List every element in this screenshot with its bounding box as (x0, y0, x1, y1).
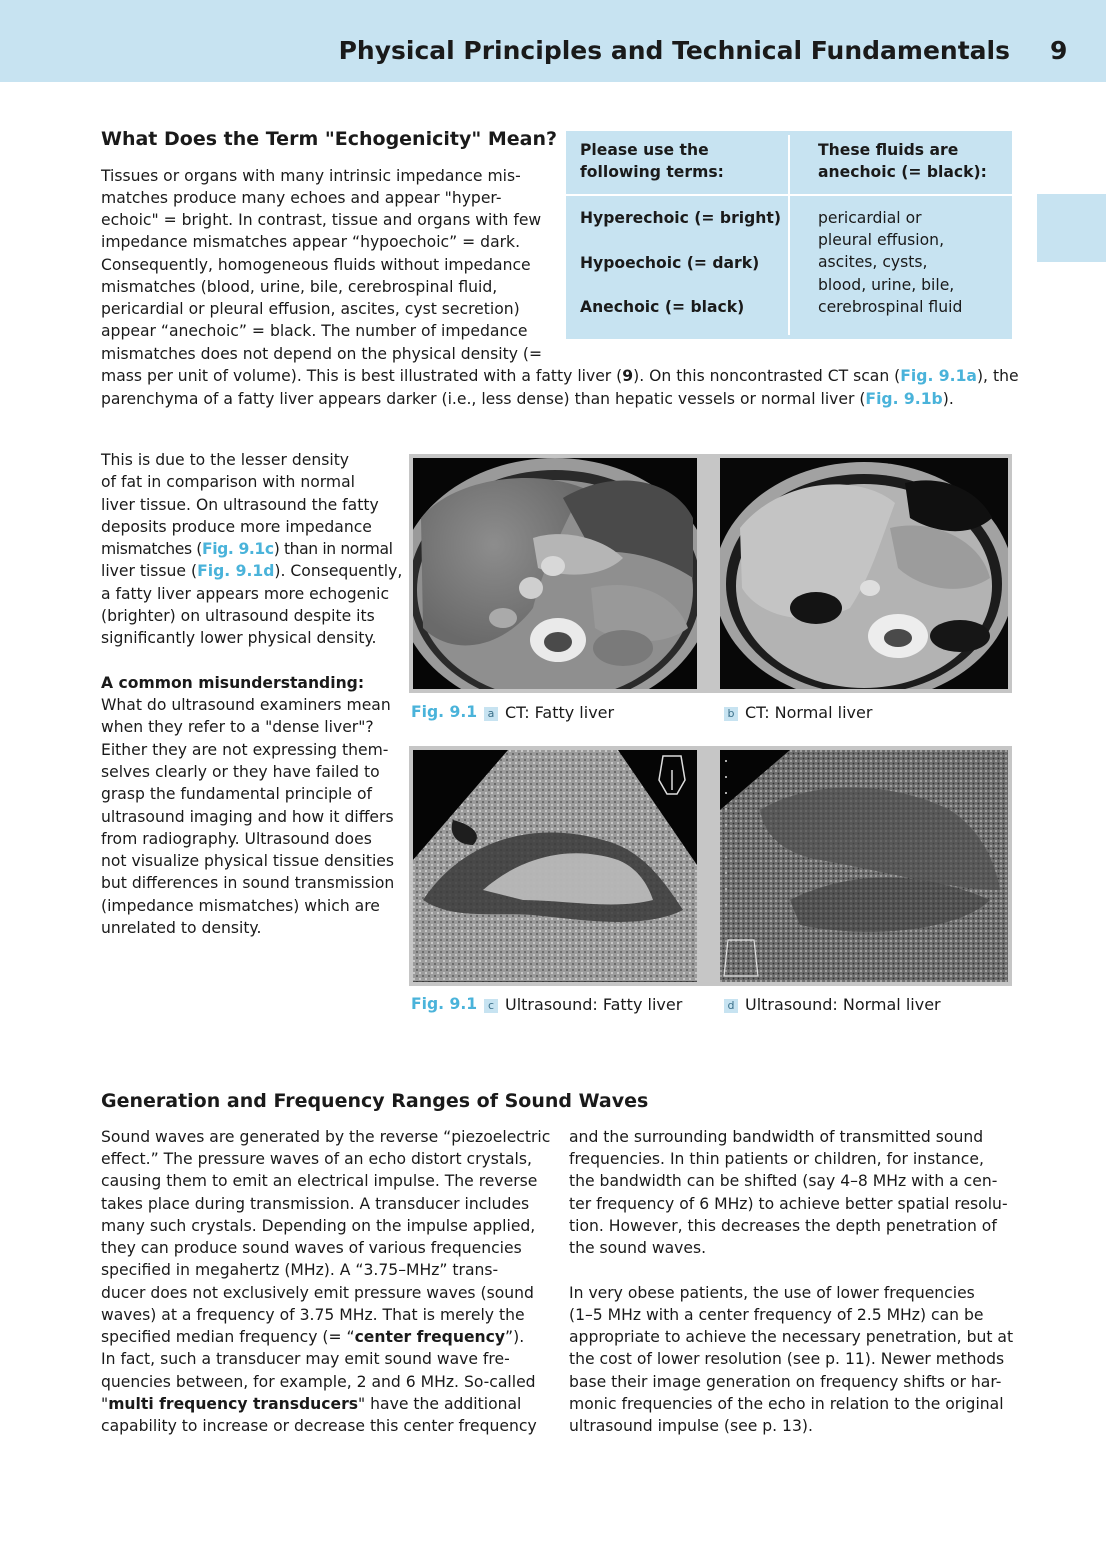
body-line: liver tissue. On ultrasound the fatty (101, 496, 379, 514)
body-line: base their image generation on frequency shifts or har- (569, 1373, 1002, 1391)
terms-left-heading-2: following terms: (580, 163, 724, 181)
terms-divider-vertical (788, 135, 790, 335)
term-anechoic: Anechoic (= black) (580, 298, 745, 316)
body-line: capability to increase or decrease this center frequency (101, 1417, 537, 1435)
body-line: many such crystals. Depending on the impulse applied, (101, 1217, 536, 1235)
term-hyperechoic: Hyperechoic (= bright) (580, 209, 781, 227)
terms-left-heading-1: Please use the (580, 141, 709, 159)
term-multi-frequency-transducers: multi frequency transducers (108, 1395, 359, 1413)
figure-label-bottom: Fig. 9.1 (411, 995, 478, 1013)
figure-link-9-1d[interactable]: Fig. 9.1d (197, 562, 275, 580)
caption-ct-normal-liver: CT: Normal liver (745, 703, 873, 722)
body-line: pericardial or pleural effusion, ascites, cyst secretion) (101, 300, 520, 318)
text-run: " have the additional (358, 1395, 522, 1413)
body-line: causing them to emit an electrical impulse. The reverse (101, 1172, 538, 1190)
text-run: " (101, 1395, 109, 1413)
panel-letter-a: a (484, 707, 498, 721)
body-line: Either they are not expressing them- (101, 741, 389, 759)
text-run: mass per unit of volume). This is best illustrated with a fatty liver ( (101, 367, 623, 385)
body-line: a fatty liver appears more echogenic (101, 585, 390, 603)
body-line: This is due to the lesser density (101, 451, 350, 469)
running-head-title: Physical Principles and Technical Fundamentals (338, 36, 1010, 65)
fluid-item: ascites, cysts, (818, 253, 928, 271)
ct-fatty-liver-image (413, 458, 697, 689)
body-line: Sound waves are generated by the reverse “piezoelectric (101, 1128, 551, 1146)
text-run: ), the (976, 367, 1019, 385)
terms-box (566, 131, 1012, 339)
fluid-item: pleural effusion, (818, 231, 945, 249)
figure-link-9-1b[interactable]: Fig. 9.1b (865, 390, 943, 408)
body-line: Consequently, homogeneous fluids without impedance (101, 256, 531, 274)
body-line: they can produce sound waves of various frequencies (101, 1239, 522, 1257)
text-run: ). Consequently, (274, 562, 403, 580)
body-line: echoic" = bright. In contrast, tissue and organs with few (101, 211, 542, 229)
body-line: significantly lower physical density. (101, 629, 377, 647)
body-line: matches produce many echoes and appear "hyper- (101, 189, 502, 207)
figure-ct-panel (409, 454, 1012, 693)
figure-label-top: Fig. 9.1 (411, 703, 478, 721)
body-line: deposits produce more impedance (101, 518, 372, 536)
terms-divider-horizontal (566, 194, 1012, 196)
panel-letter-c: c (484, 999, 498, 1013)
body-line: when they refer to a "dense liver"? (101, 718, 374, 736)
text-run: ). (942, 390, 954, 408)
text-run: mismatches ( (101, 540, 202, 558)
body-line: the cost of lower resolution (see p. 11). Newer methods (569, 1350, 1005, 1368)
reference-number: 9 (622, 367, 634, 385)
figure-link-9-1c[interactable]: Fig. 9.1c (201, 540, 274, 558)
body-line: ducer does not exclusively emit pressure waves (sound (101, 1284, 534, 1302)
term-hypoechoic: Hypoechoic (= dark) (580, 254, 760, 272)
body-line (101, 1326, 524, 1348)
body-line: What do ultrasound examiners mean (101, 696, 391, 714)
body-line: quencies between, for example, 2 and 6 MHz. So-called (101, 1373, 536, 1391)
us-normal-liver-graphic (720, 750, 1008, 982)
text-run: ). On this noncontrasted CT scan ( (633, 367, 901, 385)
body-line: specified in megahertz (MHz). A “3.75–MHz” trans- (101, 1261, 499, 1279)
ct-normal-liver-graphic (720, 458, 1008, 689)
text-run: ”). (505, 1328, 525, 1346)
us-fatty-liver-graphic (413, 750, 697, 982)
chapter-thumb-tab (1037, 194, 1106, 262)
figure-ultrasound-panel (409, 746, 1012, 986)
us-normal-liver-image (720, 750, 1008, 982)
body-line: tion. However, this decreases the depth penetration of (569, 1217, 997, 1235)
body-line: ultrasound impulse (see p. 13). (569, 1417, 813, 1435)
ct-normal-liver-image (720, 458, 1008, 689)
body-line: waves) at a frequency of 3.75 MHz. That is merely the (101, 1306, 525, 1324)
body-line: mismatches does not depend on the physical density (= (101, 345, 543, 363)
body-line: but differences in sound transmission (101, 874, 395, 892)
body-line: In fact, such a transducer may emit sound wave fre- (101, 1350, 510, 1368)
section-heading-echogenicity: What Does the Term "Echogenicity" Mean? (101, 128, 558, 150)
ct-fatty-liver-graphic (413, 458, 697, 689)
body-line: (impedance mismatches) which are (101, 897, 380, 915)
body-line-wide (101, 365, 1019, 387)
body-line: ter frequency of 6 MHz) to achieve better spatial resolu- (569, 1195, 1008, 1213)
us-fatty-liver-image (413, 750, 697, 982)
text-run: specified median frequency (= “ (101, 1328, 355, 1346)
body-line: (1–5 MHz with a center frequency of 2.5 MHz) can be (569, 1306, 984, 1324)
body-line: appropriate to achieve the necessary penetration, but at (569, 1328, 1014, 1346)
body-line: effect.” The pressure waves of an echo distort crystals, (101, 1150, 532, 1168)
body-line (101, 1393, 521, 1415)
body-line (101, 560, 402, 582)
panel-letter-d: d (724, 999, 738, 1013)
body-line: In very obese patients, the use of lower frequencies (569, 1284, 975, 1302)
body-line: ultrasound imaging and how it differs (101, 808, 394, 826)
body-line: the sound waves. (569, 1239, 707, 1257)
terms-right-heading-1: These fluids are (818, 141, 959, 159)
body-line: appear “anechoic” = black. The number of impedance (101, 322, 528, 340)
body-line: of fat in comparison with normal (101, 473, 355, 491)
body-line: grasp the fundamental principle of (101, 785, 372, 803)
body-line: (brighter) on ultrasound despite its (101, 607, 375, 625)
body-line: mismatches (blood, urine, bile, cerebrospinal fluid, (101, 278, 498, 296)
fluid-item: cerebrospinal fluid (818, 298, 963, 316)
body-line: unrelated to density. (101, 919, 262, 937)
caption-ct-fatty-liver: CT: Fatty liver (505, 703, 615, 722)
body-line: the bandwidth can be shifted (say 4–8 MHz with a cen- (569, 1172, 998, 1190)
figure-link-9-1a[interactable]: Fig. 9.1a (900, 367, 977, 385)
body-line: monic frequencies of the echo in relation to the original (569, 1395, 1004, 1413)
body-line: frequencies. In thin patients or children, for instance, (569, 1150, 984, 1168)
body-line: Tissues or organs with many intrinsic impedance mis- (101, 167, 521, 185)
term-center-frequency: center frequency (354, 1328, 506, 1346)
caption-us-normal-liver: Ultrasound: Normal liver (745, 995, 941, 1014)
page-number: 9 (1050, 36, 1068, 65)
body-line: impedance mismatches appear “hypoechoic” = dark. (101, 233, 521, 251)
body-line: and the surrounding bandwidth of transmitted sound (569, 1128, 984, 1146)
text-run: liver tissue ( (101, 562, 198, 580)
terms-right-heading-2: anechoic (= black): (818, 163, 987, 181)
text-run: parenchyma of a fatty liver appears darker (i.e., less dense) than hepatic vessels or normal liver ( (101, 390, 866, 408)
body-line: from radiography. Ultrasound does (101, 830, 372, 848)
body-line: selves clearly or they have failed to (101, 763, 380, 781)
body-line (101, 538, 393, 560)
body-line: not visualize physical tissue densities (101, 852, 395, 870)
panel-letter-b: b (724, 707, 738, 721)
caption-us-fatty-liver: Ultrasound: Fatty liver (505, 995, 683, 1014)
misunderstanding-heading: A common misunderstanding: (101, 674, 365, 692)
fluid-item: blood, urine, bile, (818, 276, 955, 294)
body-line: takes place during transmission. A transducer includes (101, 1195, 530, 1213)
text-run: ) than in normal (273, 540, 393, 558)
section-heading-sound-waves: Generation and Frequency Ranges of Sound Waves (101, 1090, 649, 1112)
fluid-item: pericardial or (818, 209, 922, 227)
body-line-wide (101, 388, 954, 410)
